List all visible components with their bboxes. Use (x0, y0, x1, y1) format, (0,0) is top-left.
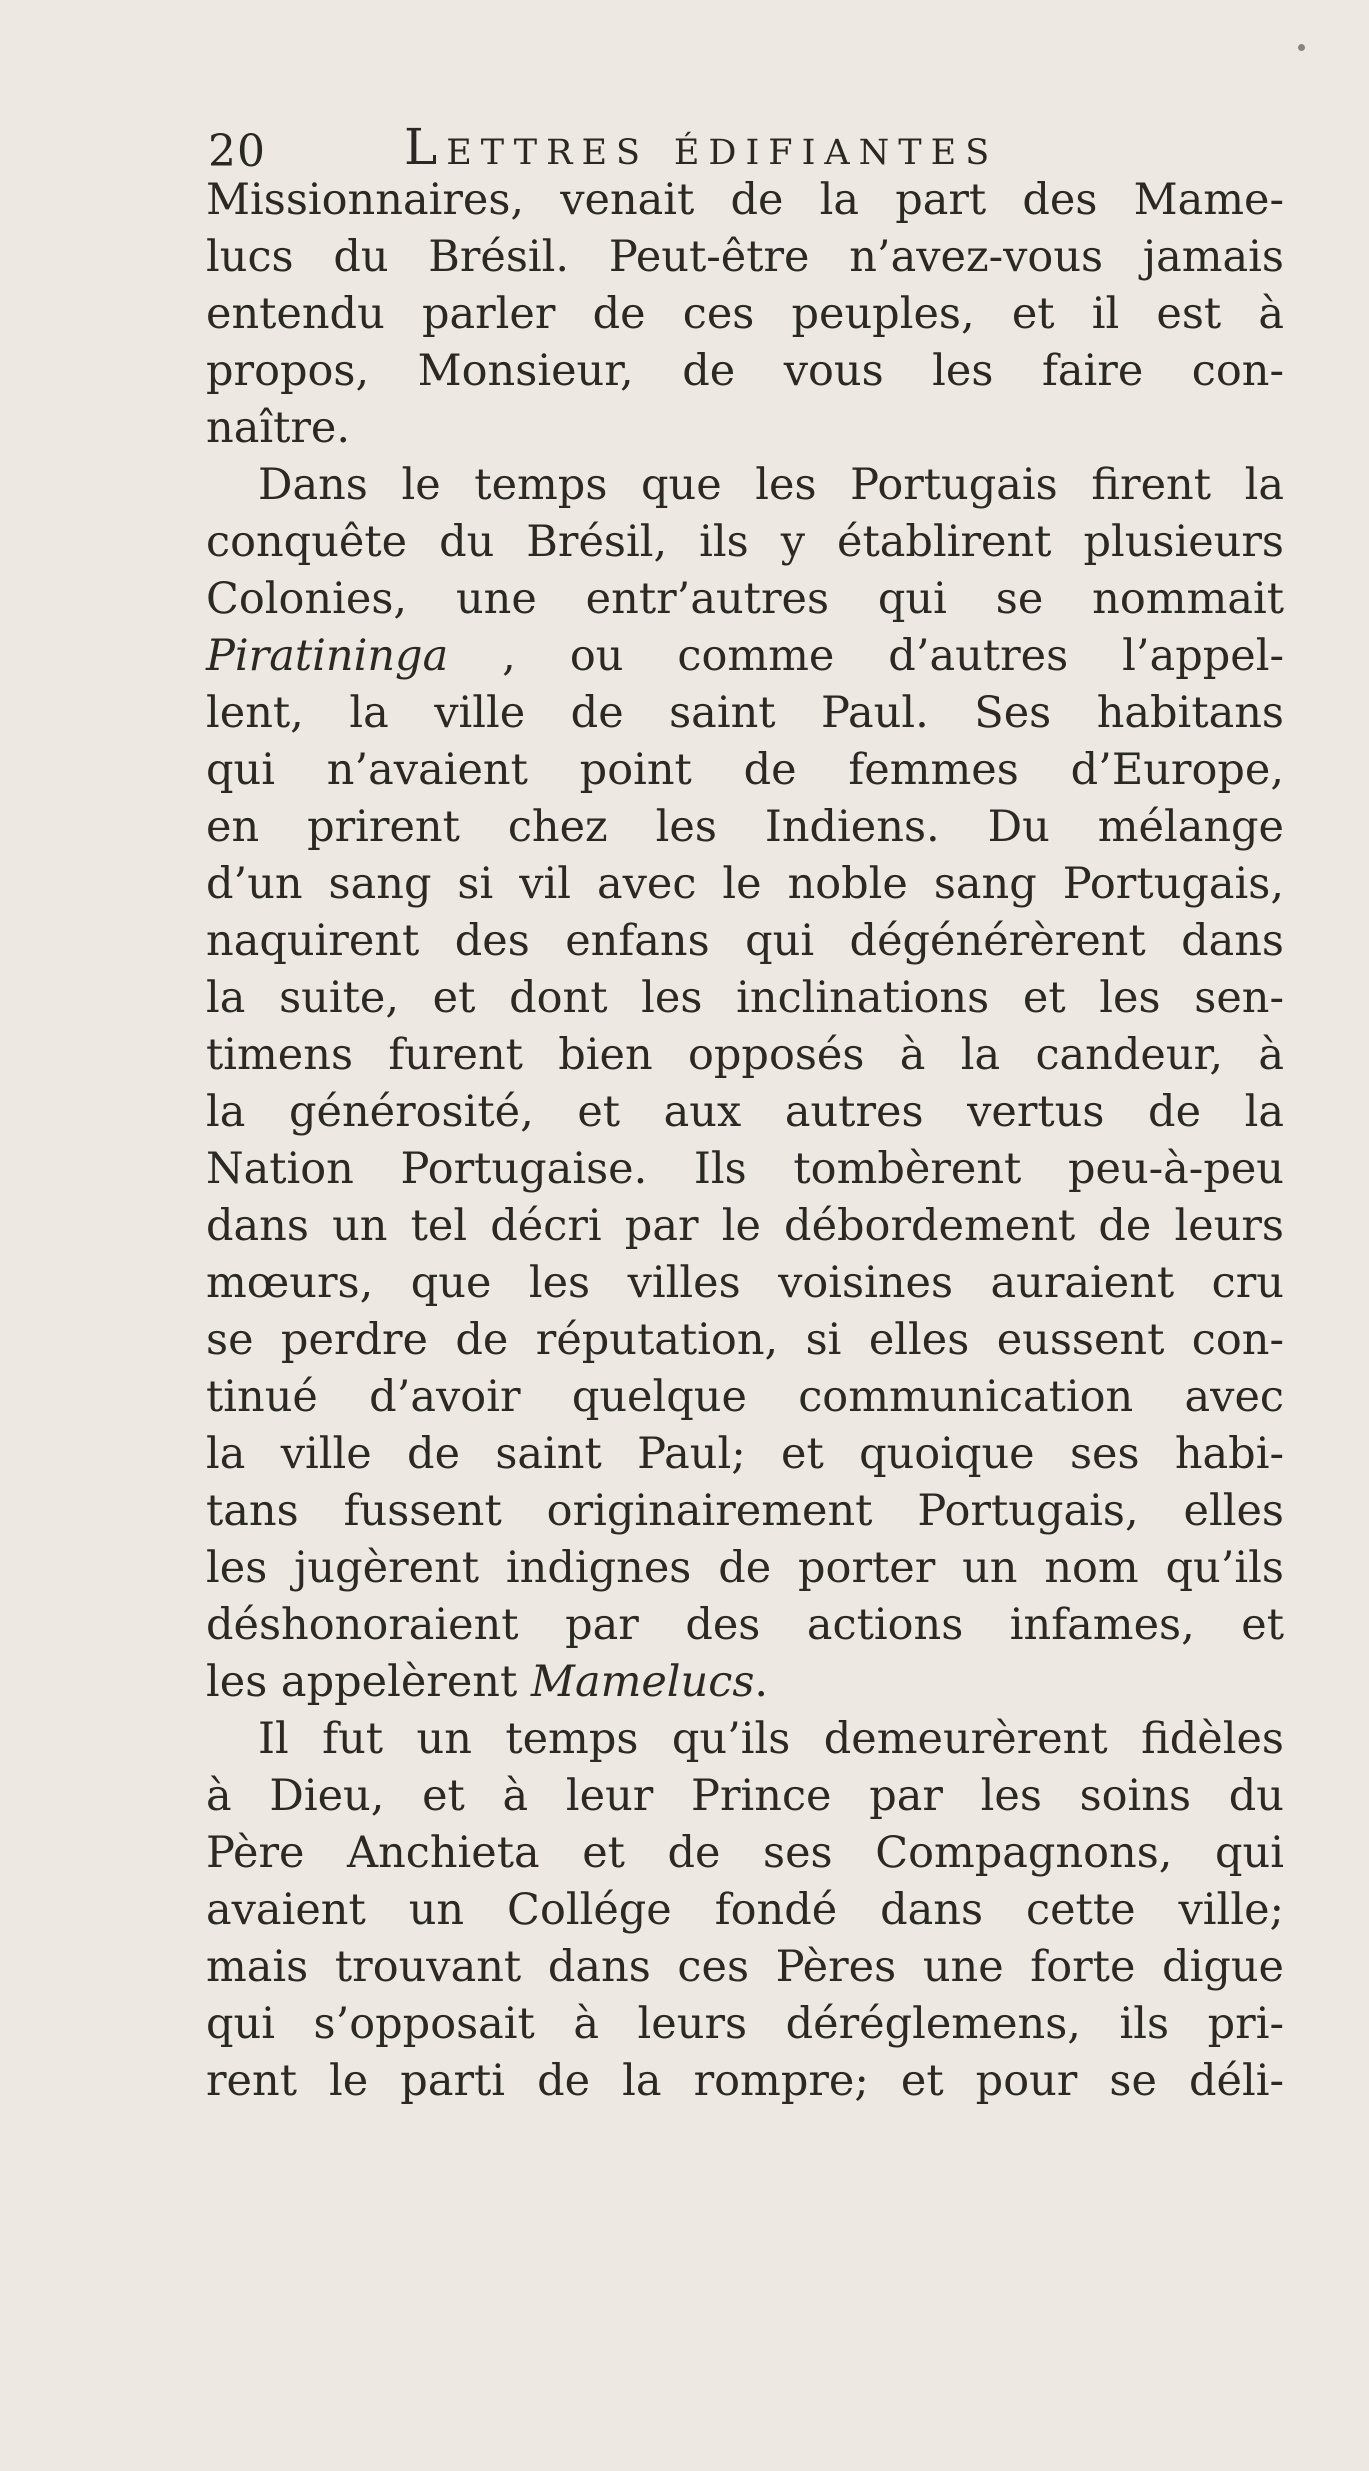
text-line: lucs du Brésil. Peut-être n’avez-vous jamais (206, 232, 1284, 282)
text-line: mais trouvant dans ces Pères une forte digue (206, 1942, 1284, 1992)
text-line: Père Anchieta et de ses Compagnons, qui (206, 1828, 1284, 1878)
text-line: propos, Monsieur, de vous les faire con- (206, 346, 1284, 396)
body-text (206, 172, 1284, 2110)
text-line: les jugèrent indignes de porter un nom qu’ils (206, 1543, 1284, 1593)
text-line: la suite, et dont les inclinations et les sen- (206, 973, 1284, 1023)
text-line: tinué d’avoir quelque communication avec (206, 1372, 1284, 1422)
italic-term-mamelucs: Mamelucs (530, 1657, 755, 1707)
text-line: lent, la ville de saint Paul. Ses habitans (206, 688, 1284, 738)
text-line: naquirent des enfans qui dégénérèrent dans (206, 916, 1284, 966)
text-line: Colonies, une entr’autres qui se nommait (206, 574, 1284, 624)
running-title: Lettres édifiantes (404, 118, 999, 176)
text-line: à Dieu, et à leur Prince par les soins du (206, 1771, 1284, 1821)
text-line-with-italic: les appelèrent Mamelucs. (206, 1657, 769, 1707)
text-line: Missionnaires, venait de la part des Mame- (206, 175, 1284, 225)
text-line: entendu parler de ces peuples, et il est à (206, 289, 1284, 339)
text-line-with-italic: Piratininga , ou comme d’autres l’appel- (206, 631, 1284, 681)
text-line: avaient un Collége fondé dans cette ville; (206, 1885, 1284, 1935)
text-line: qui s’opposait à leurs déréglemens, ils pri- (206, 1999, 1284, 2049)
text-line: la générosité, et aux autres vertus de la (206, 1087, 1284, 1137)
text-line: rent le parti de la rompre; et pour se déli- (206, 2056, 1284, 2106)
text-line: Nation Portugaise. Ils tombèrent peu-à-peu (206, 1144, 1284, 1194)
text-line: naître. (206, 403, 351, 453)
text-line: qui n’avaient point de femmes d’Europe, (206, 745, 1284, 795)
ink-speck (1298, 44, 1305, 51)
text-line: d’un sang si vil avec le noble sang Portugais, (206, 859, 1284, 909)
text-line: en prirent chez les Indiens. Du mélange (206, 802, 1284, 852)
text-line: timens furent bien opposés à la candeur, à (206, 1030, 1284, 1080)
text-line: Il fut un temps qu’ils demeurèrent fidèles (258, 1714, 1284, 1764)
text-line: la ville de saint Paul; et quoique ses habi- (206, 1429, 1284, 1479)
text-line: conquête du Brésil, ils y établirent plusieurs (206, 517, 1284, 567)
italic-term-piratininga: Piratininga (206, 631, 449, 681)
text-line: déshonoraient par des actions infames, et (206, 1600, 1284, 1650)
text-line: mœurs, que les villes voisines auraient cru (206, 1258, 1284, 1308)
text-line: dans un tel décri par le débordement de leurs (206, 1201, 1284, 1251)
page-number: 20 (208, 126, 266, 177)
text-line: se perdre de réputation, si elles eussent con- (206, 1315, 1284, 1365)
text-line: Dans le temps que les Portugais firent la (258, 460, 1284, 510)
text-line: tans fussent originairement Portugais, elles (206, 1486, 1284, 1536)
